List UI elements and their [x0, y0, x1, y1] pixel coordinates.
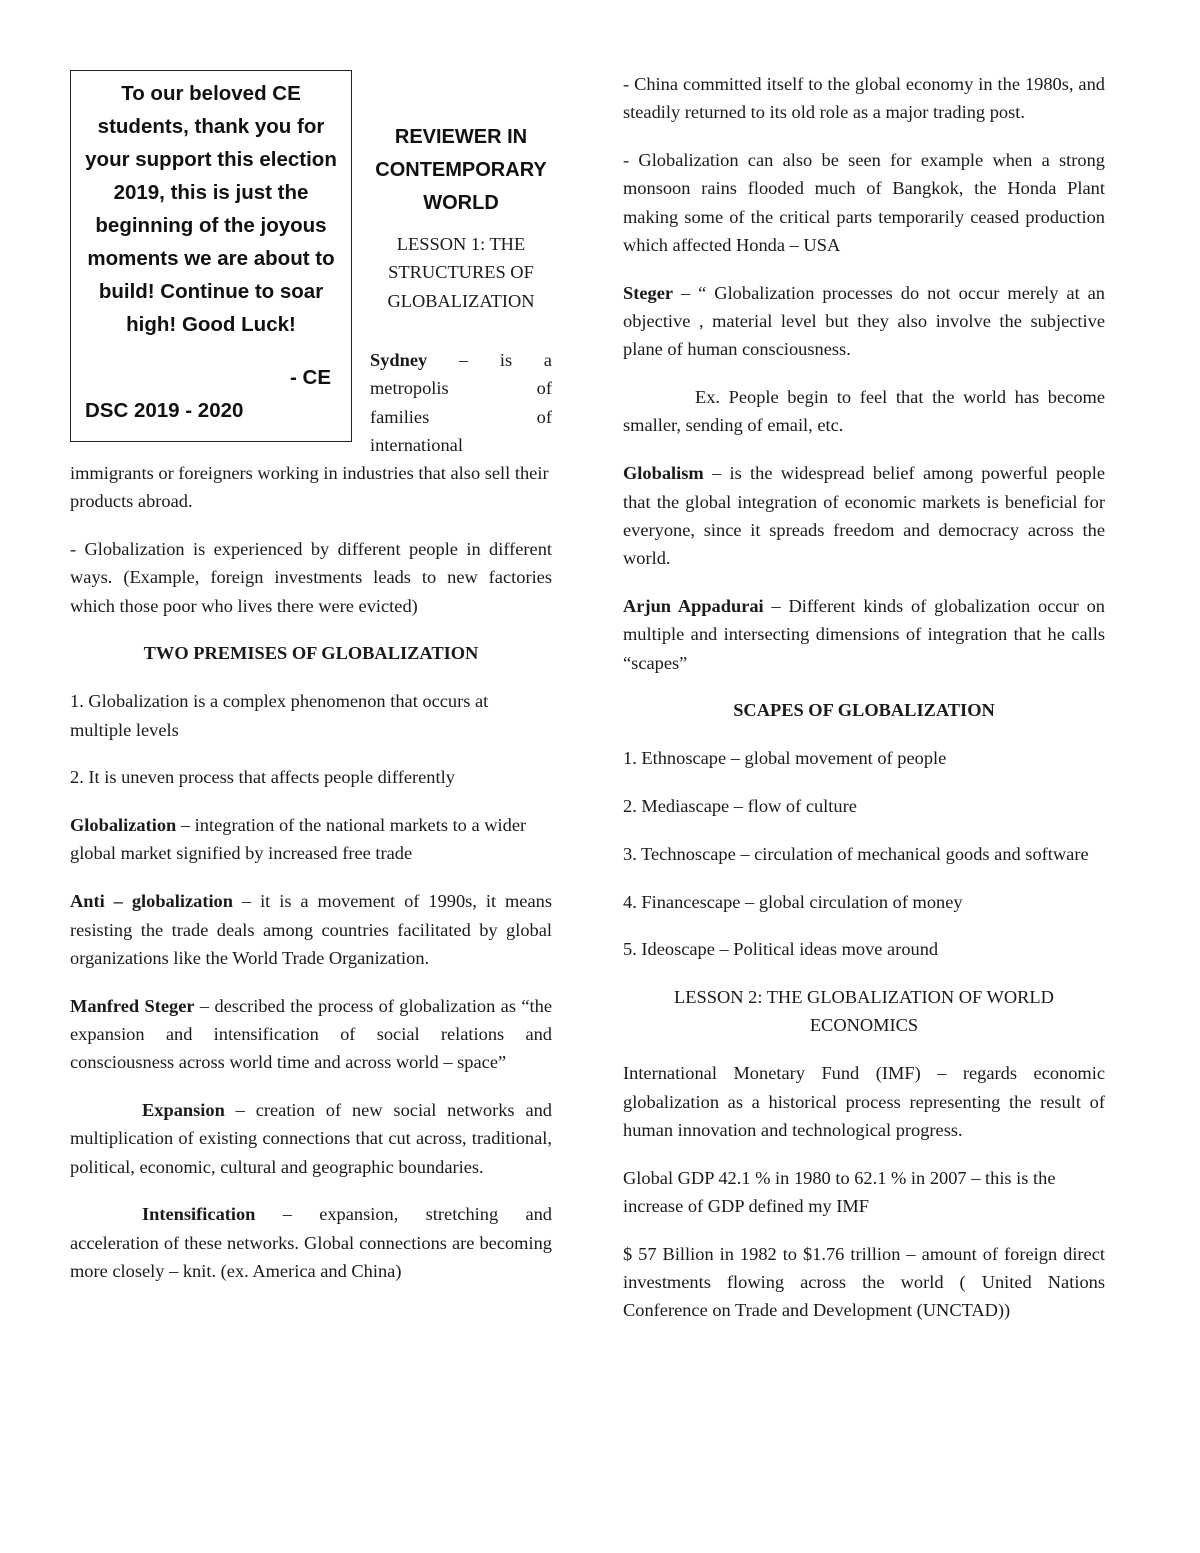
definition-intensification: Intensification – expansion, stretching and acceleration of these networks. Global connections are becoming more closely – knit. (ex. America and China) [70, 1204, 552, 1282]
document-title: REVIEWER IN CONTEMPORARY WORLD [375, 126, 547, 214]
lesson1-heading: LESSON 1: THE STRUCTURES OF GLOBALIZATION [387, 234, 535, 311]
definition-anti-globalization: Anti – globalization – it is a movement of 1990s, it means resisting the trade deals among countries facilitated by global organizations like the World Trade Organization. [70, 891, 552, 968]
sydney-definition-start: Sydney – is a metropolis of families of international [370, 346, 552, 459]
premises-heading: TWO PREMISES OF GLOBALIZATION [143, 643, 479, 664]
paragraph-monsoon: - Globalization can also be seen for example when a strong monsoon rains flooded much of Bangkok, the Honda Plant making some of the critical parts temporarily ceased production which affected Honda – USA [623, 150, 1105, 255]
definition-expansion: Expansion – creation of new social networks and multiplication of existing connections that cut across, traditional, political, economic, cultural and geographic boundaries. [70, 1100, 552, 1177]
dedication-organization: DSC 2019 - 2020 [85, 399, 244, 422]
scape-item: 4. Financescape – global circulation of money [623, 891, 963, 912]
scapes-heading: SCAPES OF GLOBALIZATION [733, 700, 995, 721]
definition-arjun-appadurai: Arjun Appadurai – Different kinds of globalization occur on multiple and intersecting dimensions of integration that he calls “scapes” [623, 595, 1105, 673]
example-paragraph: Ex. People begin to feel that the world has become smaller, sending of email, etc. [623, 387, 1105, 436]
premise-item: 2. It is uneven process that affects people differently [70, 767, 455, 788]
definition-steger: Steger – “ Globalization processes do not occur merely at an objective , material level but they also involve the subjective plane of human consciousness. [623, 282, 1105, 360]
title-block [370, 121, 552, 315]
dedication-message: To our beloved CE students, thank you for your support this election 2019, this is just the beginning of the joyous moments we are about to build! Continue to soar high! Good Luck! [85, 82, 337, 336]
right-column [623, 70, 1105, 1344]
definition-globalization: Globalization – integration of the national markets to a wider global market signified by increased free trade [70, 815, 527, 864]
paragraph-imf: International Monetary Fund (IMF) – regards economic globalization as a historical process representing the result of human innovation and technological progress. [623, 1063, 1105, 1140]
scape-item: 3. Technoscape – circulation of mechanical goods and software [623, 843, 1089, 864]
premise-item: 1. Globalization is a complex phenomenon that occurs at multiple levels [70, 691, 489, 740]
paragraph-china: - China committed itself to the global economy in the 1980s, and steadily returned to its old role as a major trading post. [623, 74, 1105, 123]
lesson2-heading: LESSON 2: THE GLOBALIZATION OF WORLD ECONOMICS [674, 987, 1054, 1036]
scape-item: 2. Mediascape – flow of culture [623, 795, 857, 816]
paragraph-experienced: - Globalization is experienced by different people in different ways. (Example, foreign investments leads to new factories which those poor who lives there were evicted) [70, 539, 552, 616]
definition-manfred-steger: Manfred Steger – described the process of globalization as “the expansion and intensification of social relations and consciousness across world time and across world – space” [70, 995, 552, 1073]
paragraph-fdi: $ 57 Billion in 1982 to $1.76 trillion – amount of foreign direct investments flowing across the world ( United Nations Conference on Trade and Development (UNCTAD)) [623, 1243, 1105, 1321]
scape-item: 5. Ideoscape – Political ideas move around [623, 939, 939, 960]
dedication-box [70, 70, 352, 442]
dedication-signature: - CE [290, 366, 331, 389]
definition-globalism: Globalism – is the widespread belief among powerful people that the global integration of economic markets is beneficial for everyone, since it spreads freedom and democracy across the world. [623, 463, 1105, 569]
left-column [70, 459, 552, 1305]
sydney-definition-rest: immigrants or foreigners working in industries that also sell their products abroad. [70, 463, 549, 512]
sydney-term: Sydney [370, 350, 428, 370]
scape-item: 1. Ethnoscape – global movement of people [623, 748, 947, 769]
paragraph-gdp: Global GDP 42.1 % in 1980 to 62.1 % in 2007 – this is the increase of GDP defined my IMF [623, 1167, 1056, 1216]
